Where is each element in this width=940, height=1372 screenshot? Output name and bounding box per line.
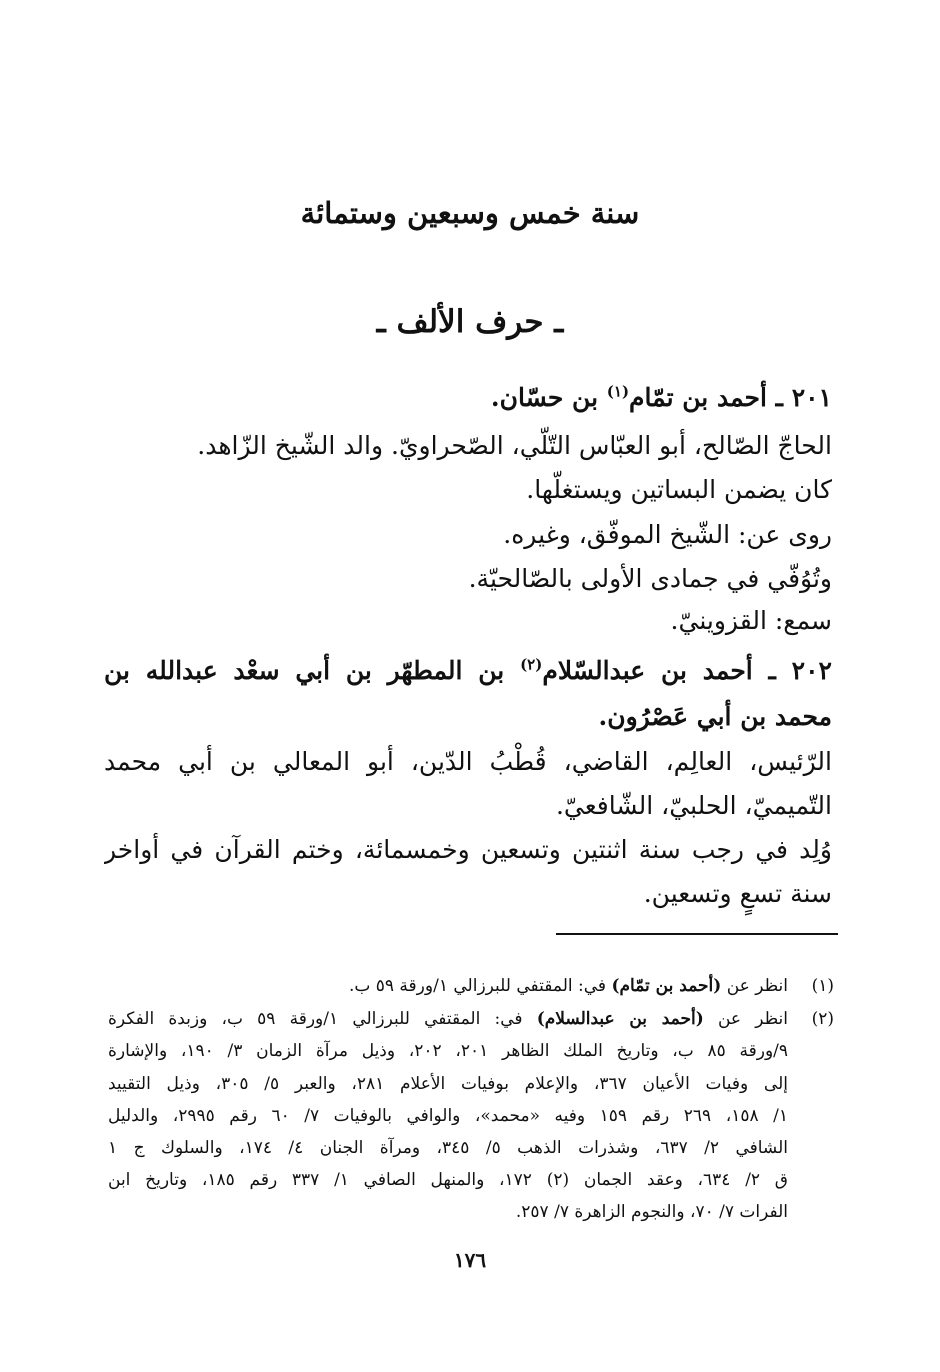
footnote-ref-1[interactable]: (١)	[606, 382, 630, 401]
footnote-2-line-4: ١/ ١٥٨، ٢٦٩ رقم ١٥٩ وفيه «محمد»، والوافي بالوفيات ٧/ ٦٠ رقم ٢٩٩٥، والدليل	[108, 1106, 788, 1126]
footnote-2-line-1	[108, 1006, 788, 1036]
footnote-2-marker: (٢)	[811, 1009, 834, 1029]
entry-202-line-4: سنة تسعٍ وتسعين.	[643, 879, 832, 908]
entry-202-heading	[104, 651, 832, 695]
footnote-2-line-6: ق ٢/ ٦٣٤، وعقد الجمان (٢) ١٧٢، والمنهل الصافي ١/ ٣٣٧ رقم ١٨٥، وتاريخ ابن	[108, 1170, 788, 1190]
year-heading: سنة خمس وسبعين وستمائة	[300, 196, 640, 230]
entry-name: أحمد بن تمّام	[629, 383, 767, 412]
footnote-bold-ref: (أحمد بن عبدالسلام)	[536, 1009, 704, 1029]
footnote-2-line-2: ٩/ورقة ٨٥ ب، وتاريخ الملك الظاهر ٢٠١، ٢٠٢، وذيل مرآة الزمان ٣/ ١٩٠، والإشارة	[108, 1041, 788, 1061]
entry-name: أحمد بن عبدالسّلام	[542, 656, 753, 685]
footnote-text: في: المقتفي للبرزالي ١/ورقة ٥٩ ب، وزبدة الفكرة	[108, 1009, 523, 1029]
entry-number: ٢٠٢	[791, 656, 832, 685]
entry-202-heading-line-2: محمد بن أبي عَصْرُون.	[598, 702, 832, 731]
entry-201-line-4: وتُوُفّي في جمادى الأولى بالصّالحيّة.	[468, 564, 832, 593]
footnote-2-line-7: الفرات ٧/ ٧٠، والنجوم الزاهرة ٧/ ٢٥٧.	[515, 1202, 788, 1222]
footnote-2-line-3: إلى وفيات الأعيان ٣٦٧، والإعلام بوفيات الأعلام ٢٨١، والعبر ٥/ ٣٠٥، وذيل التقييد	[108, 1074, 788, 1094]
entry-202-line-3: وُلِد في رجب سنة اثنتين وتسعين وخمسمائة، وختم القرآن في أواخر	[104, 835, 832, 864]
entry-201-heading	[112, 378, 832, 422]
entry-201-line-1: الحاجّ الصّالح، أبو العبّاس التّلّي، الصّحراويّ. والد الشّيخ الزّاهد.	[197, 431, 832, 460]
entry-dash: ـ	[775, 383, 783, 412]
section-heading: ـ حرف الألف ـ	[376, 304, 564, 340]
footnote-ref-2[interactable]: (٢)	[520, 655, 543, 674]
page-number: ١٧٦	[453, 1248, 487, 1272]
footnote-lead: انظر عن	[717, 1009, 788, 1029]
footnote-2-line-5: الشافي ٢/ ٦٣٧، وشذرات الذهب ٥/ ٣٤٥، ومرآة الجنان ٤/ ١٧٤، والسلوك ج ١	[108, 1138, 788, 1158]
footnote-1-line-1	[108, 973, 788, 1003]
entry-name-continued: بن حسّان.	[490, 383, 599, 412]
footnote-bold-ref: (أحمد بن تمّام)	[611, 976, 722, 996]
entry-dash: ـ	[768, 656, 776, 685]
entry-202-line-2: التّميميّ، الحلبيّ، الشّافعيّ.	[555, 791, 832, 820]
entry-201-line-3: روى عن: الشّيخ الموفّق، وغيره.	[503, 520, 832, 549]
entry-number: ٢٠١	[791, 383, 832, 412]
footnote-lead: انظر عن	[726, 976, 788, 996]
entry-201-line-5: سمع: القزوينيّ.	[670, 606, 832, 635]
footnote-1-marker: (١)	[811, 976, 834, 996]
footnote-separator	[556, 933, 838, 935]
entry-201-line-2: كان يضمن البساتين ويستغلّها.	[526, 475, 832, 504]
entry-202-line-1: الرّئيس، العالِم، القاضي، قُطْبُ الدّين، أبو المعالي بن أبي محمد	[104, 747, 832, 776]
entry-name-continued: بن المطهّر بن أبي سعْد عبدالله بن	[104, 656, 505, 685]
footnote-text: في: المقتفي للبرزالي ١/ورقة ٥٩ ب.	[348, 976, 607, 996]
